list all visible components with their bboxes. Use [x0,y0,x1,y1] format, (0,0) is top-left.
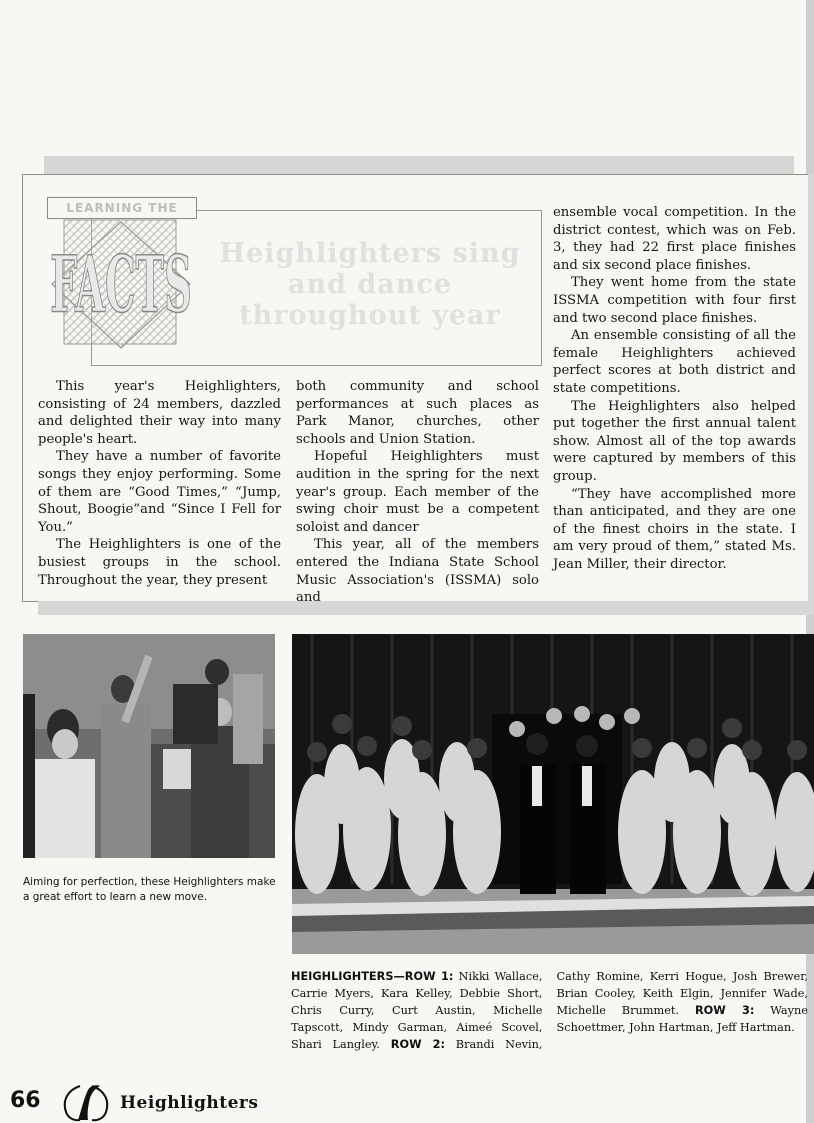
caption-row-3-label: ROW 3: [694,1004,755,1017]
story-box-shadow-right [808,174,814,615]
story-paragraph: An ensemble consisting of all the female Heighlighters achieved perfect scores at both district and state competitions. [553,328,796,396]
rehearsal-photo-caption: Aiming for perfection, these Heighlighters make a great effort to learn a new move. [23,876,276,903]
rehearsal-photo [23,634,275,858]
section-title: Heighlighters [120,1093,259,1113]
headline: Heighlighters sing and dance throughout year [219,238,521,331]
story-paragraph: The Heighlighters also helped put together the first annual talent show. Almost all of the top awards were captured by members of this group. [553,398,796,484]
facts-logo [50,218,192,352]
caption-row-2: Brandi Nevin, Cathy Romine, Kerri Hogue, Josh Brewer, Brian Cooley, Keith Elgin, Jennifer Wade, Michelle Brummet. [445,970,808,1051]
story-paragraph: They have a number of favorite songs they enjoy performing. Some of them are “Good Times,” “Jump, Shout, Boogie”and “Since I Fell for You.” [38,449,281,535]
caption-row-2-label: ROW 2: [390,1038,446,1051]
story-top-band [44,156,794,174]
group-photo-caption [291,968,808,1053]
story-column-3 [553,204,796,573]
story-paragraph: Hopeful Heighlighters must audition in the spring for the next year's group. Each member of the swing choir must be a competent soloist and dancer [296,449,539,535]
story-paragraph: They went home from the state ISSMA competition with four first and two second place finishes. [553,275,796,326]
story-paragraph: “They have accomplished more than anticipated, and they are one of the finest choirs in the state. I am very proud of them,” stated Ms. Jean Miller, their director. [553,486,796,572]
caption-row-3: Wayne Schoettmer, John Hartman, Jeff Hartman. [556,1004,808,1034]
page-number: 66 [10,1088,41,1113]
story-paragraph: both community and school performances at such places as Park Manor, churches, other schools and Union Station. [296,379,539,447]
story-paragraph: ensemble vocal competition. In the district contest, which was on Feb. 3, they had 22 first place finishes and six second place finishes. [553,205,796,273]
logo-tab-text: LEARNING THE [47,197,197,219]
facts-logo-text: FACTS [50,240,192,331]
caption-group-label: HEIGHLIGHTERS—ROW 1: [291,970,454,983]
group-photo [292,634,814,954]
story-column-2 [296,378,539,607]
story-paragraph: This year's Heighlighters, consisting of 24 members, dazzled and delighted their way into many people's heart. [38,379,281,447]
section-emblem-icon [60,1082,112,1122]
story-column-1 [38,378,281,589]
story-paragraph: The Heighlighters is one of the busiest groups in the school. Throughout the year, they present [38,537,281,588]
story-paragraph: This year, all of the members entered the Indiana State School Music Association's (ISSMA) solo and [296,537,539,606]
caption-row-1: Nikki Wallace, Carrie Myers, Kara Kelley, Debbie Short, Chris Curry, Curt Austin, Michelle Tapscott, Mindy Garman, Aimeé Scovel, Shari Langley. [291,970,543,1051]
